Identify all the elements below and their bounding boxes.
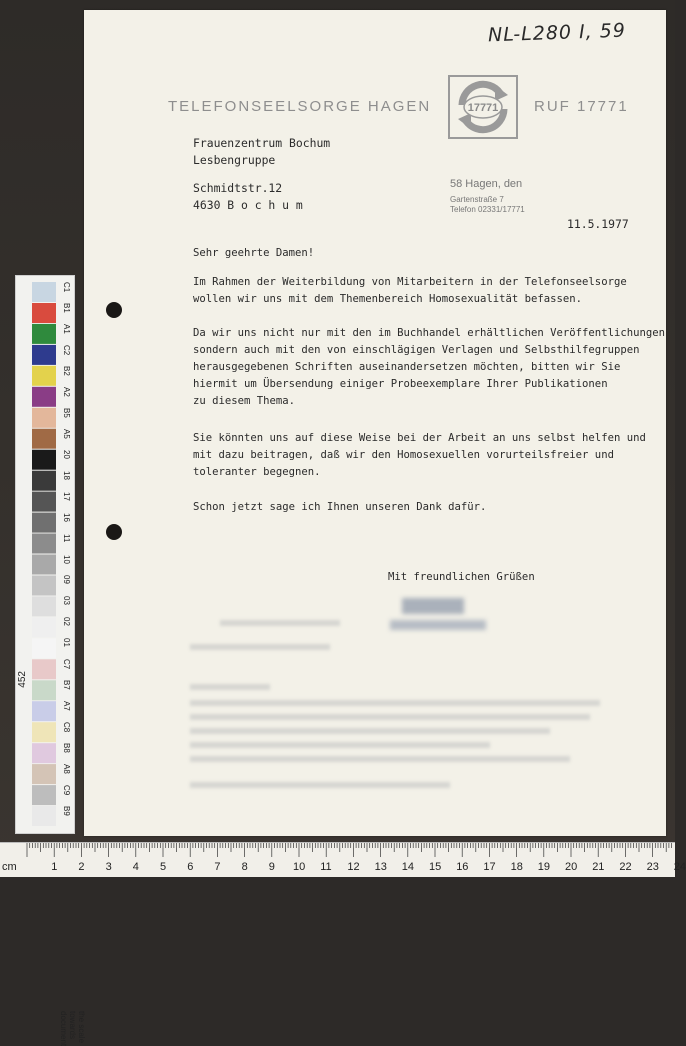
color-patch-label: B5 [62,407,71,418]
color-patch [32,408,56,428]
ruler-number: 19 [537,861,551,873]
color-patch [32,638,56,658]
color-patch [32,450,56,470]
paragraph-line: sondern auch mit den von einschlägigen Verlagen und Selbsthilfegruppen [193,344,640,356]
color-patch-label: 11 [62,533,71,542]
color-patch-label: 03 [62,596,71,606]
ruler-number: 5 [160,861,167,873]
ruler-number: 9 [268,861,275,873]
sender-phone: Telefon 02331/17771 [450,205,525,214]
ruler-number: 18 [510,861,523,873]
color-patch-label: A5 [62,428,71,439]
color-patch-label: 01 [62,638,71,648]
ruler-number: 22 [619,861,632,873]
logo-number: 17771 [467,102,499,114]
color-patch-label: 10 [62,554,71,564]
recipient-line-2: Lesbengruppe [193,153,276,167]
color-patch [32,680,56,700]
color-patch [32,366,56,386]
paragraph-4 [193,499,486,516]
color-patch-label: 17 [62,491,71,501]
archive-reference: NL-L280 I, 59 [487,19,627,47]
ruler-number: 2 [78,861,85,873]
paragraph-1 [193,274,627,308]
color-patch-label: A2 [62,386,71,397]
ruler-number: 13 [374,861,387,873]
ruler-number: 8 [241,861,248,873]
recipient-line-1: Frauenzentrum Bochum [193,136,331,150]
ruler-number: 23 [646,861,659,873]
color-patch [32,806,56,826]
punch-hole [106,302,122,318]
color-patch [32,659,56,679]
color-patch [32,743,56,763]
recipient-city: 4630 B o c h u m [193,198,303,212]
letterhead-phone: RUF 17771 [534,98,629,115]
ruler-number: 24 [673,861,686,873]
sender-street: Gartenstraße 7 [450,195,504,204]
color-patch-label: B8 [62,743,71,753]
ruler-number: 7 [214,861,221,873]
color-patch-label: B1 [62,302,71,313]
recipient-street: Schmidtstr.12 [193,181,283,195]
paragraph-3 [193,430,646,481]
color-patch-label: B9 [62,806,71,816]
color-patch [32,596,56,616]
color-patch [32,492,56,512]
ruler-number: 11 [320,861,332,873]
telefonseelsorge-logo [448,75,518,139]
color-patch [32,429,56,449]
color-patch [32,617,56,637]
paragraph-line: herausgegebenen Schriften auseinandersetzen möchten, bitten wir Sie [193,361,621,373]
ruler-number: 15 [429,861,442,873]
paragraph-line: hiermit um Übersendung einiger Probeexemplare Ihrer Publikationen [193,378,608,390]
color-calibration-chart [15,275,86,1046]
color-patch [32,513,56,533]
color-patch-label: C1 [62,282,71,293]
ruler-ticks [0,843,675,859]
color-patch [32,576,56,596]
paragraph-line: Da wir uns nicht nur mit den im Buchhandel erhältlichen Veröffentlichungen [193,327,665,339]
sender-place: 58 Hagen, den [450,178,523,190]
ruler-number: 4 [132,861,139,873]
color-patch-label: 16 [62,512,71,522]
paragraph-line: Sie könnten uns auf diese Weise bei der Arbeit an uns selbst helfen und [193,432,646,444]
color-patch-label: A7 [62,701,71,712]
color-patch [32,324,56,344]
color-patch-label: A8 [62,764,71,774]
ruler-number: 14 [401,861,415,873]
ruler-number: 17 [483,861,496,873]
paragraph-2 [193,325,665,410]
color-patch-label: C9 [62,785,71,796]
color-patch [32,303,56,323]
color-patch-label: A1 [62,323,71,334]
paragraph-line: zu diesem Thema. [193,395,296,407]
ruler-number: 16 [456,861,469,873]
color-patch-label: C8 [62,722,71,733]
color-patch [32,387,56,407]
punch-hole [106,524,122,540]
color-patch [32,471,56,491]
bleed-through-text [190,600,630,800]
ruler-number: 21 [592,861,605,873]
color-patch-label: C7 [62,659,71,670]
color-patch [32,785,56,805]
color-patch [32,282,56,302]
ruler-number: 1 [51,861,58,873]
color-patch-label: 02 [62,617,71,627]
ruler-number: 12 [347,861,360,873]
salutation: Sehr geehrte Damen! [193,247,315,259]
paragraph-line: mit dazu beitragen, daß wir den Homosexuellen vorurteilsfreier und [193,449,614,461]
color-patches [32,282,56,827]
color-patch-label: B2 [62,365,71,376]
color-patch-label: 18 [62,470,71,480]
paragraph-line: wollen wir uns mit dem Themenbereich Homosexualität befassen. [193,293,583,305]
measurement-ruler [0,842,686,877]
letter-date: 11.5.1977 [567,217,629,231]
color-patch-label: B7 [62,680,71,691]
color-patch [32,701,56,721]
color-patch-label: 20 [62,449,71,459]
letterhead-org-name: TELEFONSEELSORGE HAGEN [168,98,432,115]
color-patch [32,722,56,742]
color-patch-label: C2 [62,344,71,356]
ruler-unit: cm [2,861,17,873]
paragraph-line: Schon jetzt sage ich Ihnen unseren Dank dafür. [193,501,487,513]
color-patch [32,534,56,554]
ruler-number: 3 [105,861,112,873]
chart-number: 452 [17,671,28,688]
color-patch [32,764,56,784]
chart-tail-text: the scale towards document [59,1011,86,1046]
paragraph-line: Im Rahmen der Weiterbildung von Mitarbeitern in der Telefonseelsorge [193,276,627,288]
closing-text: Mit freundlichen Grüßen [388,571,535,583]
ruler-number: 10 [293,861,306,873]
ruler-number: 20 [565,861,578,873]
paragraph-line: toleranter begegnen. [193,466,321,478]
color-patch [32,345,56,365]
ruler-number: 6 [187,861,194,873]
color-patch-label: 09 [62,575,71,585]
color-patch [32,555,56,575]
